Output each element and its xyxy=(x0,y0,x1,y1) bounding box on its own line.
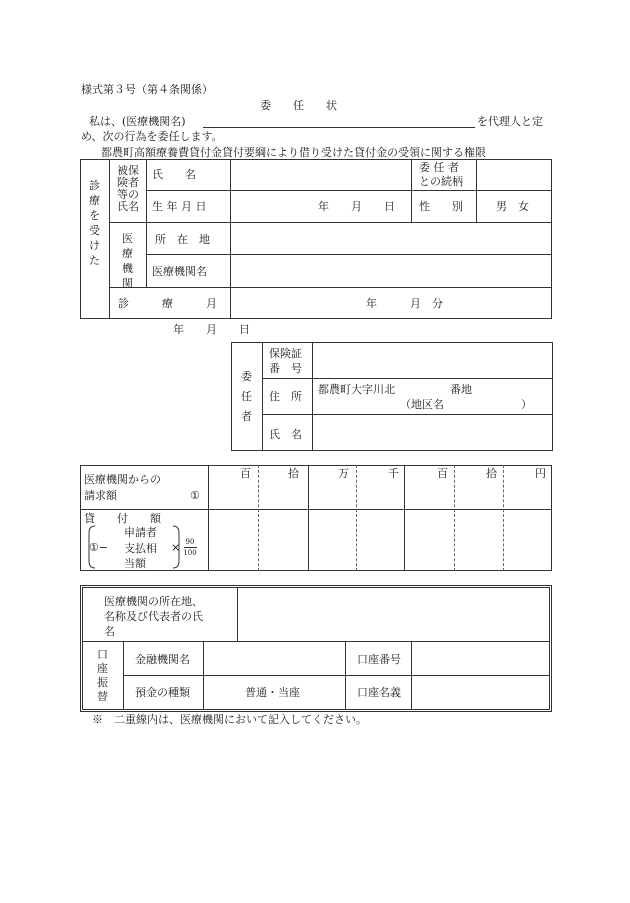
loan-amount-label: 貸 付 額 xyxy=(84,512,161,525)
unit-ten: 拾 xyxy=(486,467,497,480)
formula-prefix: ①− xyxy=(89,541,109,554)
fraction-denominator: 100 xyxy=(183,549,197,557)
insured-person-label: 被保険者等の氏名 xyxy=(117,164,139,213)
form-number: 様式第３号（第４条関係） xyxy=(81,83,213,96)
formula-item-payment: 支払相 xyxy=(124,542,157,555)
account-number-field[interactable] xyxy=(413,643,547,673)
account-transfer-label: 口座振替 xyxy=(97,648,108,703)
address-field[interactable] xyxy=(232,224,550,252)
bank-name-field[interactable] xyxy=(205,643,343,673)
institution-name-field[interactable] xyxy=(232,256,550,285)
formula-multiply: × xyxy=(171,541,181,554)
insurance-number-field[interactable] xyxy=(314,344,551,376)
date-line[interactable]: 年 月 日 xyxy=(173,323,250,336)
account-number-label: 口座番号 xyxy=(357,653,401,666)
deposit-type-label: 預金の種類 xyxy=(135,686,190,699)
address-label: 所 在 地 xyxy=(155,233,210,246)
account-holder-field[interactable] xyxy=(413,677,547,707)
sex-value[interactable]: 男 女 xyxy=(496,200,529,213)
unit-thousand: 千 xyxy=(388,467,399,480)
institution-name-line xyxy=(203,127,475,128)
institution-info-field[interactable] xyxy=(240,590,548,639)
claim-amount-label-1: 医療機関からの xyxy=(84,473,161,486)
institution-info-label-1: 医療機関の所在地、 xyxy=(104,595,203,608)
treatment-month-value[interactable]: 年 月 分 xyxy=(366,297,443,310)
intro-line2: め、次の行為を委任します。 xyxy=(81,130,223,143)
delegation-scope: 都農町高額療養費貸付金貸付要綱により借り受けた貸付金の受領に関する権限 xyxy=(101,146,486,159)
delegator-name-label: 氏 名 xyxy=(269,428,302,441)
birthdate-label: 生 年 月 日 xyxy=(152,200,207,213)
unit-yen: 円 xyxy=(535,467,546,480)
deposit-type-value[interactable]: 普通・当座 xyxy=(245,686,300,699)
delegator-name-field[interactable] xyxy=(314,416,551,449)
intro-prefix: 私は、(医療機関名) xyxy=(89,115,186,128)
insurance-number-label-1: 保険証 xyxy=(269,347,302,360)
medical-institution-label: 医療機関 xyxy=(122,232,133,290)
unit-ten-thousand: 万 xyxy=(338,467,349,480)
unit-hundred: 百 xyxy=(437,467,448,480)
institution-name-label: 医療機関名 xyxy=(152,265,207,278)
relation-label-1: 委 任 者 xyxy=(419,161,459,174)
footnote: ※ 二重線内は、医療機関において記入してください。 xyxy=(92,713,367,726)
treatment-recipient-label: 診療を受けた xyxy=(89,179,100,267)
insurance-number-label-2: 番 号 xyxy=(269,362,302,375)
name-label: 氏 名 xyxy=(152,168,196,181)
claim-mark: ① xyxy=(190,489,200,502)
district-close: ） xyxy=(521,398,532,411)
fraction-numerator: 90 xyxy=(185,538,195,546)
birthdate-value[interactable]: 年 月 日 xyxy=(318,200,395,213)
formula-item-applicant: 申請者 xyxy=(124,526,157,539)
institution-info-label-2: 名称及び代表者の氏 xyxy=(104,610,203,623)
district-open: （地区名 xyxy=(400,398,444,411)
delegator-address-label: 住 所 xyxy=(269,390,302,403)
unit-hundred-million: 百 xyxy=(240,467,251,480)
sex-label: 性 別 xyxy=(419,200,463,213)
bank-name-label: 金融機関名 xyxy=(135,653,190,666)
name-field[interactable] xyxy=(232,162,408,188)
relation-field[interactable] xyxy=(478,162,550,188)
claim-amount-label-2: 請求額 xyxy=(84,489,117,502)
relation-label-2: との続柄 xyxy=(419,175,463,188)
treatment-month-label: 診 療 月 xyxy=(118,297,217,310)
document-title: 委 任 状 xyxy=(260,99,337,112)
delegator-label: 委任者 xyxy=(241,370,252,423)
account-holder-label: 口座名義 xyxy=(357,686,401,699)
institution-info-label-3: 名 xyxy=(104,625,115,638)
intro-suffix: を代理人と定 xyxy=(477,115,543,128)
delegator-address-value[interactable]: 都農町大字川北 番地 xyxy=(318,383,472,396)
formula-item-amount: 当額 xyxy=(124,557,146,570)
unit-ten-million: 拾 xyxy=(288,467,299,480)
